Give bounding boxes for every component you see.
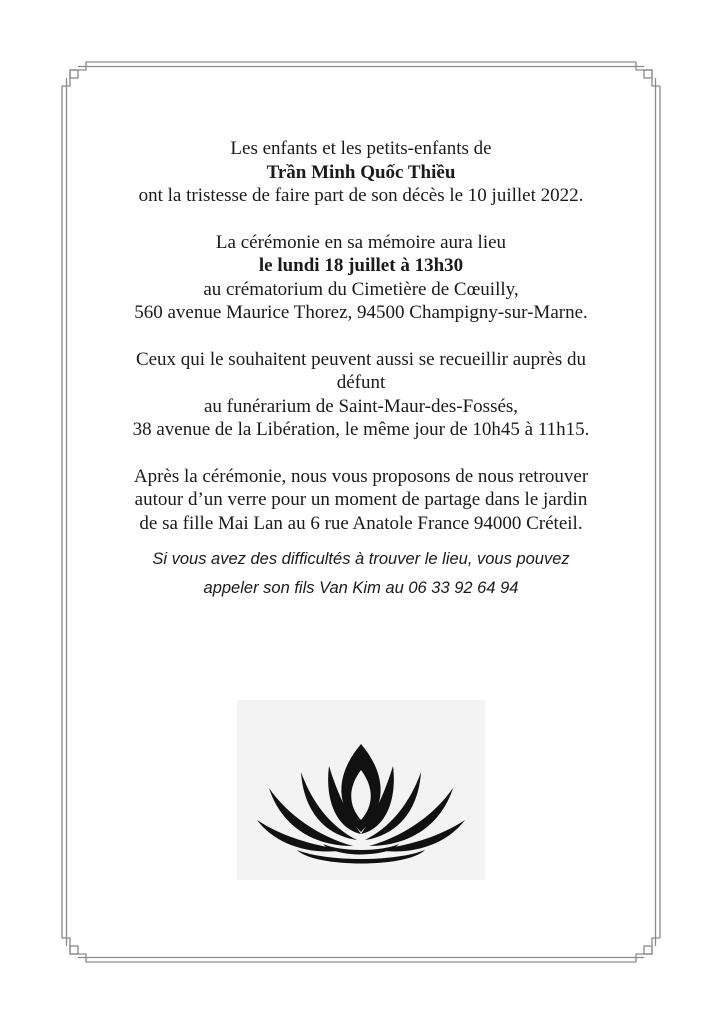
- corner-ornament-top-left: [62, 62, 86, 86]
- reception-line-2: autour d’un verre pour un moment de partage dans le jardin: [134, 489, 588, 510]
- deceased-name: Trần Minh Quốc Thiều: [266, 161, 456, 183]
- reception-line-1: Après la cérémonie, nous vous proposons de nous retrouver: [133, 465, 589, 487]
- visitation-intro: Ceux qui le souhaitent peuvent aussi se recueillir auprès du: [135, 348, 587, 370]
- visitation-address: 38 avenue de la Libération, le même jour de 10h45 à 11h15.: [132, 419, 590, 440]
- ceremony-venue: au crématorium du Cimetière de Cœuilly,: [203, 278, 519, 300]
- ceremony-intro: La cérémonie en sa mémoire aura lieu: [215, 231, 507, 253]
- announcement-text: [80, 137, 642, 603]
- reception-line-3: de sa fille Mai Lan au 6 rue Anatole France 94000 Créteil.: [139, 512, 583, 534]
- visitation-intro-cont: défunt: [336, 372, 386, 393]
- lotus-flower-icon: [237, 700, 485, 880]
- corner-ornament-top-right: [636, 62, 660, 86]
- contact-note-line-1: Si vous avez des difficultés à trouver le lieu, vous pouvez: [152, 550, 570, 568]
- ceremony-date: le lundi 18 juillet à 13h30: [258, 255, 464, 276]
- contact-note-line-2: appeler son fils Van Kim au 06 33 92 64 94: [203, 579, 519, 597]
- contact-note: [80, 545, 642, 603]
- lotus-image: [237, 700, 485, 880]
- ceremony-address: 560 avenue Maurice Thorez, 94500 Champigny-sur-Marne.: [134, 302, 588, 323]
- intro-line: Les enfants et les petits-enfants de: [230, 138, 492, 159]
- corner-ornament-bottom-right: [636, 938, 660, 962]
- visitation-venue: au funérarium de Saint-Maur-des-Fossés,: [203, 395, 519, 417]
- death-announcement: ont la tristesse de faire part de son décès le 10 juillet 2022.: [138, 185, 584, 206]
- corner-ornament-bottom-left: [62, 938, 86, 962]
